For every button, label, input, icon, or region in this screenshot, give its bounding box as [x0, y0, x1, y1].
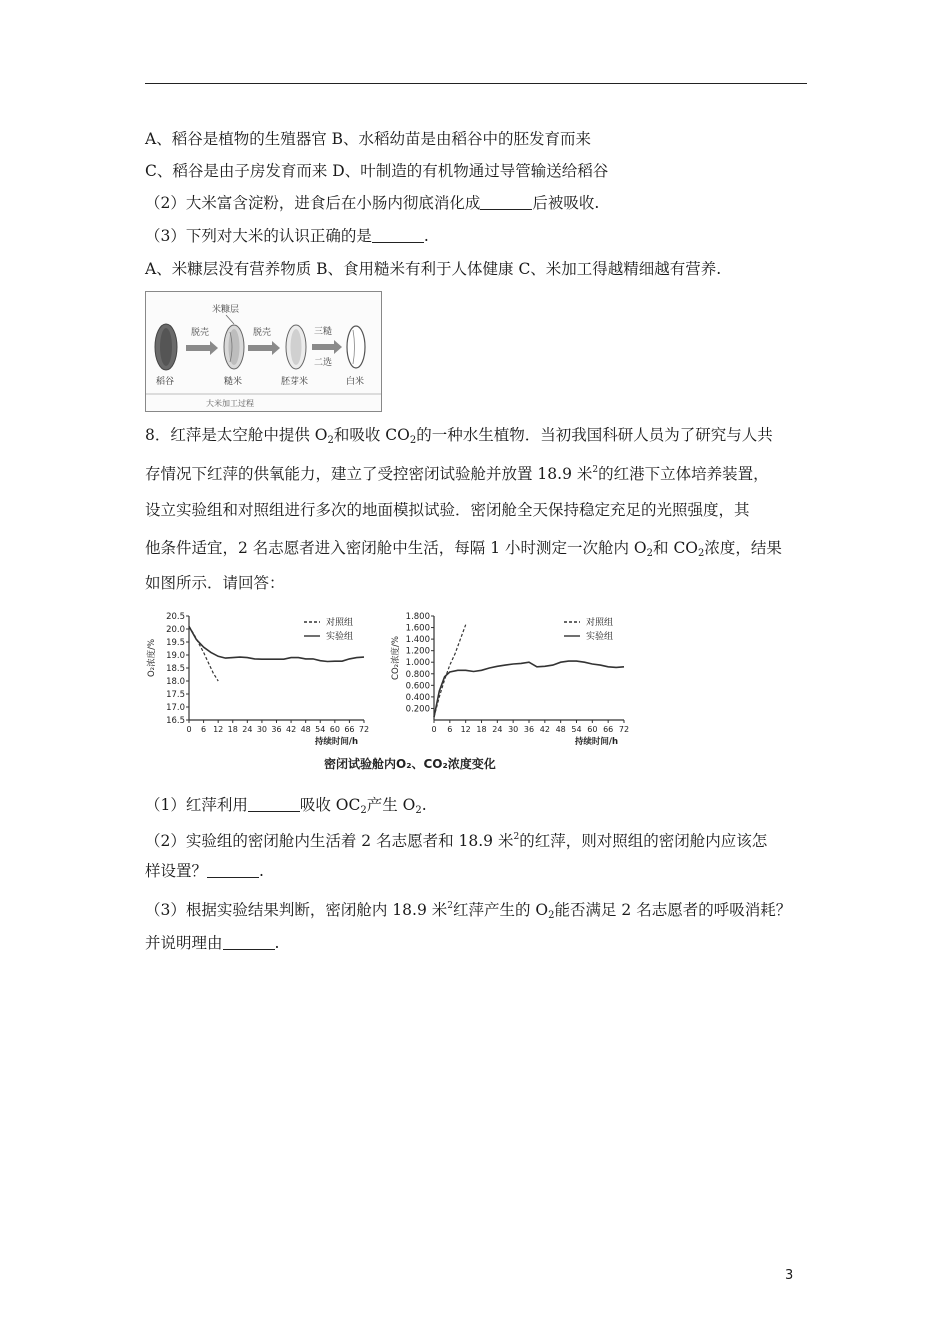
answer-blank[interactable]: [372, 228, 424, 243]
charts-svg: [144, 608, 634, 774]
y-tick-label: 17.5: [166, 690, 185, 700]
x-tick-label: 24: [242, 725, 253, 734]
q8-text: 存情况下红萍的供氧能力，建立了受控密闭试验舱并放置 18.9 米: [145, 465, 593, 483]
y-tick-label: 1.800: [405, 612, 430, 622]
arrow3-top-label: 三糙: [314, 327, 333, 337]
x-tick-label: 48: [555, 725, 566, 734]
x-tick-label: 66: [603, 725, 614, 734]
x-axis-label: 持续时间/h: [574, 737, 618, 747]
q8-text: 他条件适宜，2 名志愿者进入密闭舱中生活，每隔 1 小时测定一次舱内 O: [145, 539, 647, 557]
grain4-label: 白米: [346, 377, 365, 387]
q8-text: 样设置？: [145, 862, 208, 880]
q8-line3: 设立实验组和对照组进行多次的地面模拟试验．密闭舱全天保持稳定充足的光照强度，其: [145, 501, 750, 519]
q8-text: 的一种水生植物．当初我国科研人员为了研究与人共: [416, 426, 773, 444]
x-tick-label: 66: [344, 725, 355, 734]
q7-2-text: （2）大米富含淀粉，进食后在小肠内彻底消化成: [145, 194, 481, 212]
q8-text: 能否满足 2 名志愿者的呼吸消耗？: [554, 901, 792, 919]
co2-chart: [390, 612, 629, 747]
x-tick-label: 60: [329, 725, 340, 734]
y-tick-label: 18.0: [166, 677, 185, 687]
page-number: 3: [785, 1268, 794, 1283]
q8-text: （2）实验组的密闭舱内生活着 2 名志愿者和 18.9 米: [145, 832, 514, 850]
q8-text: 8．红萍是太空舱中提供 O: [145, 426, 328, 444]
y-axis-label: O₂浓度/%: [147, 638, 157, 678]
arrow-right-icon: [186, 341, 218, 355]
header-rule: [145, 83, 807, 84]
q8-answer-2: [145, 827, 767, 851]
answer-blank[interactable]: [223, 935, 275, 950]
x-tick-label: 24: [492, 725, 503, 734]
legend-label: 实验组: [586, 632, 614, 642]
q7-options-line2: C、稻谷是由子房发育而来 D、叶制造的有机物通过导管输送给稻谷: [145, 162, 609, 180]
q7-options-line1: A、稻谷是植物的生殖器官 B、水稻幼苗是由稻谷中的胚发育而来: [145, 130, 592, 148]
q7-subquestion-3: [145, 226, 429, 246]
x-tick-label: 0: [186, 725, 192, 734]
arrow1-label: 脱壳: [191, 328, 210, 338]
q8-text: .: [274, 934, 280, 952]
q8-line4: [145, 538, 782, 564]
q8-text: （3）根据实验结果判断，密闭舱内 18.9 米: [145, 901, 448, 919]
q7-3-text: （3）下列对大米的认识正确的是: [145, 227, 372, 245]
x-tick-label: 0: [431, 725, 437, 734]
arrow-right-icon: [312, 340, 342, 354]
y-tick-label: 19.5: [166, 638, 185, 648]
superscript: 2: [447, 901, 453, 911]
q8-text: 和 CO: [653, 539, 699, 557]
q7-options-line3: A、米糠层没有营养物质 B、食用糙米有利于人体健康 C、米加工得越精细越有营养.: [145, 260, 722, 278]
arrow2-label: 脱壳: [253, 328, 272, 338]
x-tick-label: 12: [460, 725, 471, 734]
x-tick-label: 6: [447, 725, 453, 734]
q8-answer-1: [145, 795, 427, 821]
arrow-right-icon: [248, 341, 280, 355]
x-tick-label: 54: [315, 725, 326, 734]
y-tick-label: 18.5: [166, 664, 185, 674]
q8-text: 红萍产生的 O: [452, 901, 549, 919]
y-tick-label: 1.600: [405, 623, 430, 634]
x-tick-label: 18: [227, 725, 238, 734]
q8-answer-3-line2: [145, 933, 279, 953]
y-tick-label: 1.400: [405, 635, 430, 646]
x-tick-label: 42: [285, 725, 297, 734]
o2-co2-charts: [144, 608, 634, 774]
x-tick-label: 54: [571, 725, 582, 734]
q7-2-tail: 后被吸收.: [532, 194, 600, 212]
q8-text: （1）红萍利用: [145, 796, 248, 814]
q8-text: 吸收 OC: [299, 796, 361, 814]
x-tick-label: 72: [358, 725, 370, 734]
y-tick-label: 1.000: [405, 658, 430, 669]
figure-caption: 大米加工过程: [206, 399, 254, 408]
chart-caption: 密闭试验舱内O₂、CO₂浓度变化: [324, 757, 496, 771]
grain2-label: 糙米: [224, 377, 243, 387]
y-tick-label: 0.400: [405, 692, 430, 703]
legend-label: 对照组: [326, 618, 354, 628]
q8-line1: [145, 425, 773, 451]
x-tick-label: 18: [476, 725, 487, 734]
subscript: 2: [360, 805, 367, 816]
subscript: 2: [327, 435, 334, 446]
q8-text: .: [421, 796, 427, 814]
subscript: 2: [646, 548, 654, 559]
subscript: 2: [548, 910, 555, 921]
rice-processing-figure: [145, 291, 382, 412]
q8-text: 的红港下立体培养装置，: [598, 465, 769, 483]
answer-blank[interactable]: [248, 797, 300, 812]
white-rice-grain-icon: [347, 326, 365, 368]
legend-label: 对照组: [586, 618, 614, 628]
x-tick-label: 12: [213, 725, 224, 734]
q8-answer-3: [145, 896, 791, 926]
q8-text: 产生 O: [366, 796, 416, 814]
x-tick-label: 60: [587, 725, 598, 734]
x-axis-label: 持续时间/h: [314, 737, 358, 747]
grain3-label: 胚芽米: [281, 377, 309, 387]
series-experiment-line: [434, 661, 624, 717]
x-tick-label: 36: [523, 725, 535, 734]
bran-layer-label: 米糠层: [212, 305, 240, 315]
q7-3-tail: .: [423, 227, 429, 245]
o2-chart: [146, 612, 369, 747]
q8-text: 的红萍，则对照组的密闭舱内应该怎: [519, 832, 768, 850]
q8-text: 并说明理由: [145, 934, 223, 952]
x-tick-label: 30: [508, 725, 519, 734]
y-tick-label: 16.5: [166, 716, 185, 726]
x-tick-label: 36: [271, 725, 282, 734]
x-tick-label: 72: [618, 725, 630, 734]
y-axis-label: CO₂浓度/%: [391, 636, 401, 680]
y-tick-label: 19.0: [166, 651, 185, 661]
x-tick-label: 6: [201, 725, 207, 734]
q8-text: .: [259, 862, 264, 880]
subscript: 2: [698, 548, 705, 559]
q8-text: 浓度，结果: [704, 539, 782, 557]
grain1-label: 稻谷: [156, 377, 175, 387]
y-tick-label: 20.0: [166, 625, 185, 635]
superscript: 2: [513, 832, 520, 842]
y-tick-label: 17.0: [166, 703, 185, 713]
q7-subquestion-2: [145, 193, 599, 213]
q8-line2: [145, 460, 769, 484]
answer-blank[interactable]: [207, 863, 259, 878]
x-tick-label: 48: [300, 725, 311, 734]
q8-answer-2-line2: [145, 861, 264, 881]
subscript: 2: [409, 435, 417, 446]
q8-line5: 如图所示．请回答：: [145, 574, 285, 592]
superscript: 2: [592, 465, 599, 475]
y-tick-label: 20.5: [166, 612, 185, 622]
subscript: 2: [415, 805, 422, 816]
legend-label: 实验组: [326, 632, 354, 642]
y-tick-label: 1.200: [405, 646, 430, 657]
answer-blank[interactable]: [480, 195, 532, 210]
x-tick-label: 42: [539, 725, 550, 734]
y-tick-label: 0.200: [405, 704, 430, 715]
q8-text: 和吸收 CO: [333, 426, 410, 444]
y-tick-label: 0.600: [405, 681, 430, 692]
arrow3-bottom-label: 二选: [314, 358, 333, 368]
y-tick-label: 0.800: [405, 669, 430, 680]
x-tick-label: 30: [256, 725, 268, 734]
